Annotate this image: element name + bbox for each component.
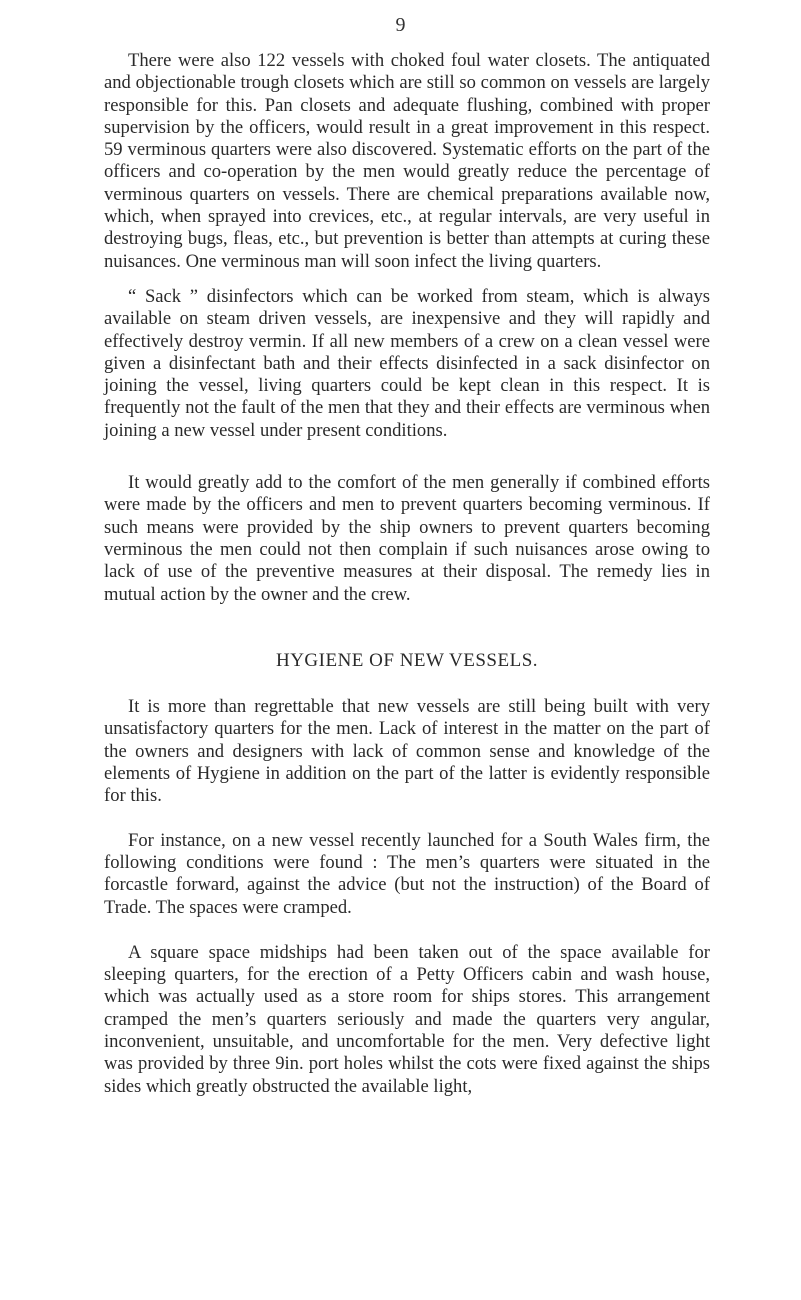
paragraph-south-wales-vessel: For instance, on a new vessel recently launched for a South Wales firm, the following conditions were found : The men’s quarters were situated in the forcastle forward, against the advice (but not the instruction) of the Board of Trade. The spaces were cramped. <box>104 829 710 918</box>
paragraph-new-vessels: It is more than regrettable that new vessels are still being built with very unsatisfactory quarters for the men. Lack of interest in the matter on the part of the owners and designers with lack of common sense and knowledge of the elements of Hygiene in addition on the part of the latter is evidently responsible for this. <box>104 696 710 807</box>
paragraph-water-closets: There were also 122 vessels with choked foul water closets. The antiquated and objectionable trough closets which are still so common on vessels are largely responsible for this. Pan closets and adequate flushing, combined with proper supervision by the officers, would result in a great improvement in this respect. 59 verminous quarters were also discovered. Systematic efforts on the part of the officers and co-operation by the men would greatly reduce the percentage of verminous quarters on vessels. There are chemical preparations available now, which, when sprayed into crevices, etc., at regular intervals, are very useful in destroying bugs, fleas, etc., but prevention is better than attempts at curing these nuisances. One verminous man will soon infect the living quarters. <box>104 50 710 272</box>
page-number: 9 <box>395 14 406 36</box>
paragraph-petty-officers-cabin: A square space midships had been taken out of the space available for sleeping quarters, for the erection of a Petty Officers cabin and wash house, which was actually used as a store room for ships stores. This arrangement cramped the men’s quarters seriously and made the quarters very angular, inconvenient, unsuitable, and uncomfortable for the men. Very defective light was provided by three 9in. port holes whilst the cots were fixed against the ships sides which greatly obstructed the available light, <box>104 941 710 1097</box>
section-heading: HYGIENE OF NEW VESSELS. <box>275 649 539 671</box>
paragraph-comfort-of-men: It would greatly add to the comfort of the men generally if combined efforts were made by the officers and men to prevent quarters becoming verminous. If such means were provided by the ship owners to prevent quarters becoming verminous the men could not then complain if such nuisances arose owing to lack of use of the preventive measures at their disposal. The remedy lies in mutual action by the owner and the crew. <box>104 472 710 605</box>
page-body <box>104 50 710 1098</box>
paragraph-sack-disinfectors: “ Sack ” disinfectors which can be worked from steam, which is always available on steam driven vessels, are inexpensive and they will rapidly and effectively destroy vermin. If all new members of a crew on a clean vessel were given a disinfectant bath and their effects disinfected in a sack disinfector on joining the vessel, living quarters could be kept clean in this respect. It is frequently not the fault of the men that they and their effects are verminous when joining a new vessel under present conditions. <box>104 285 710 441</box>
